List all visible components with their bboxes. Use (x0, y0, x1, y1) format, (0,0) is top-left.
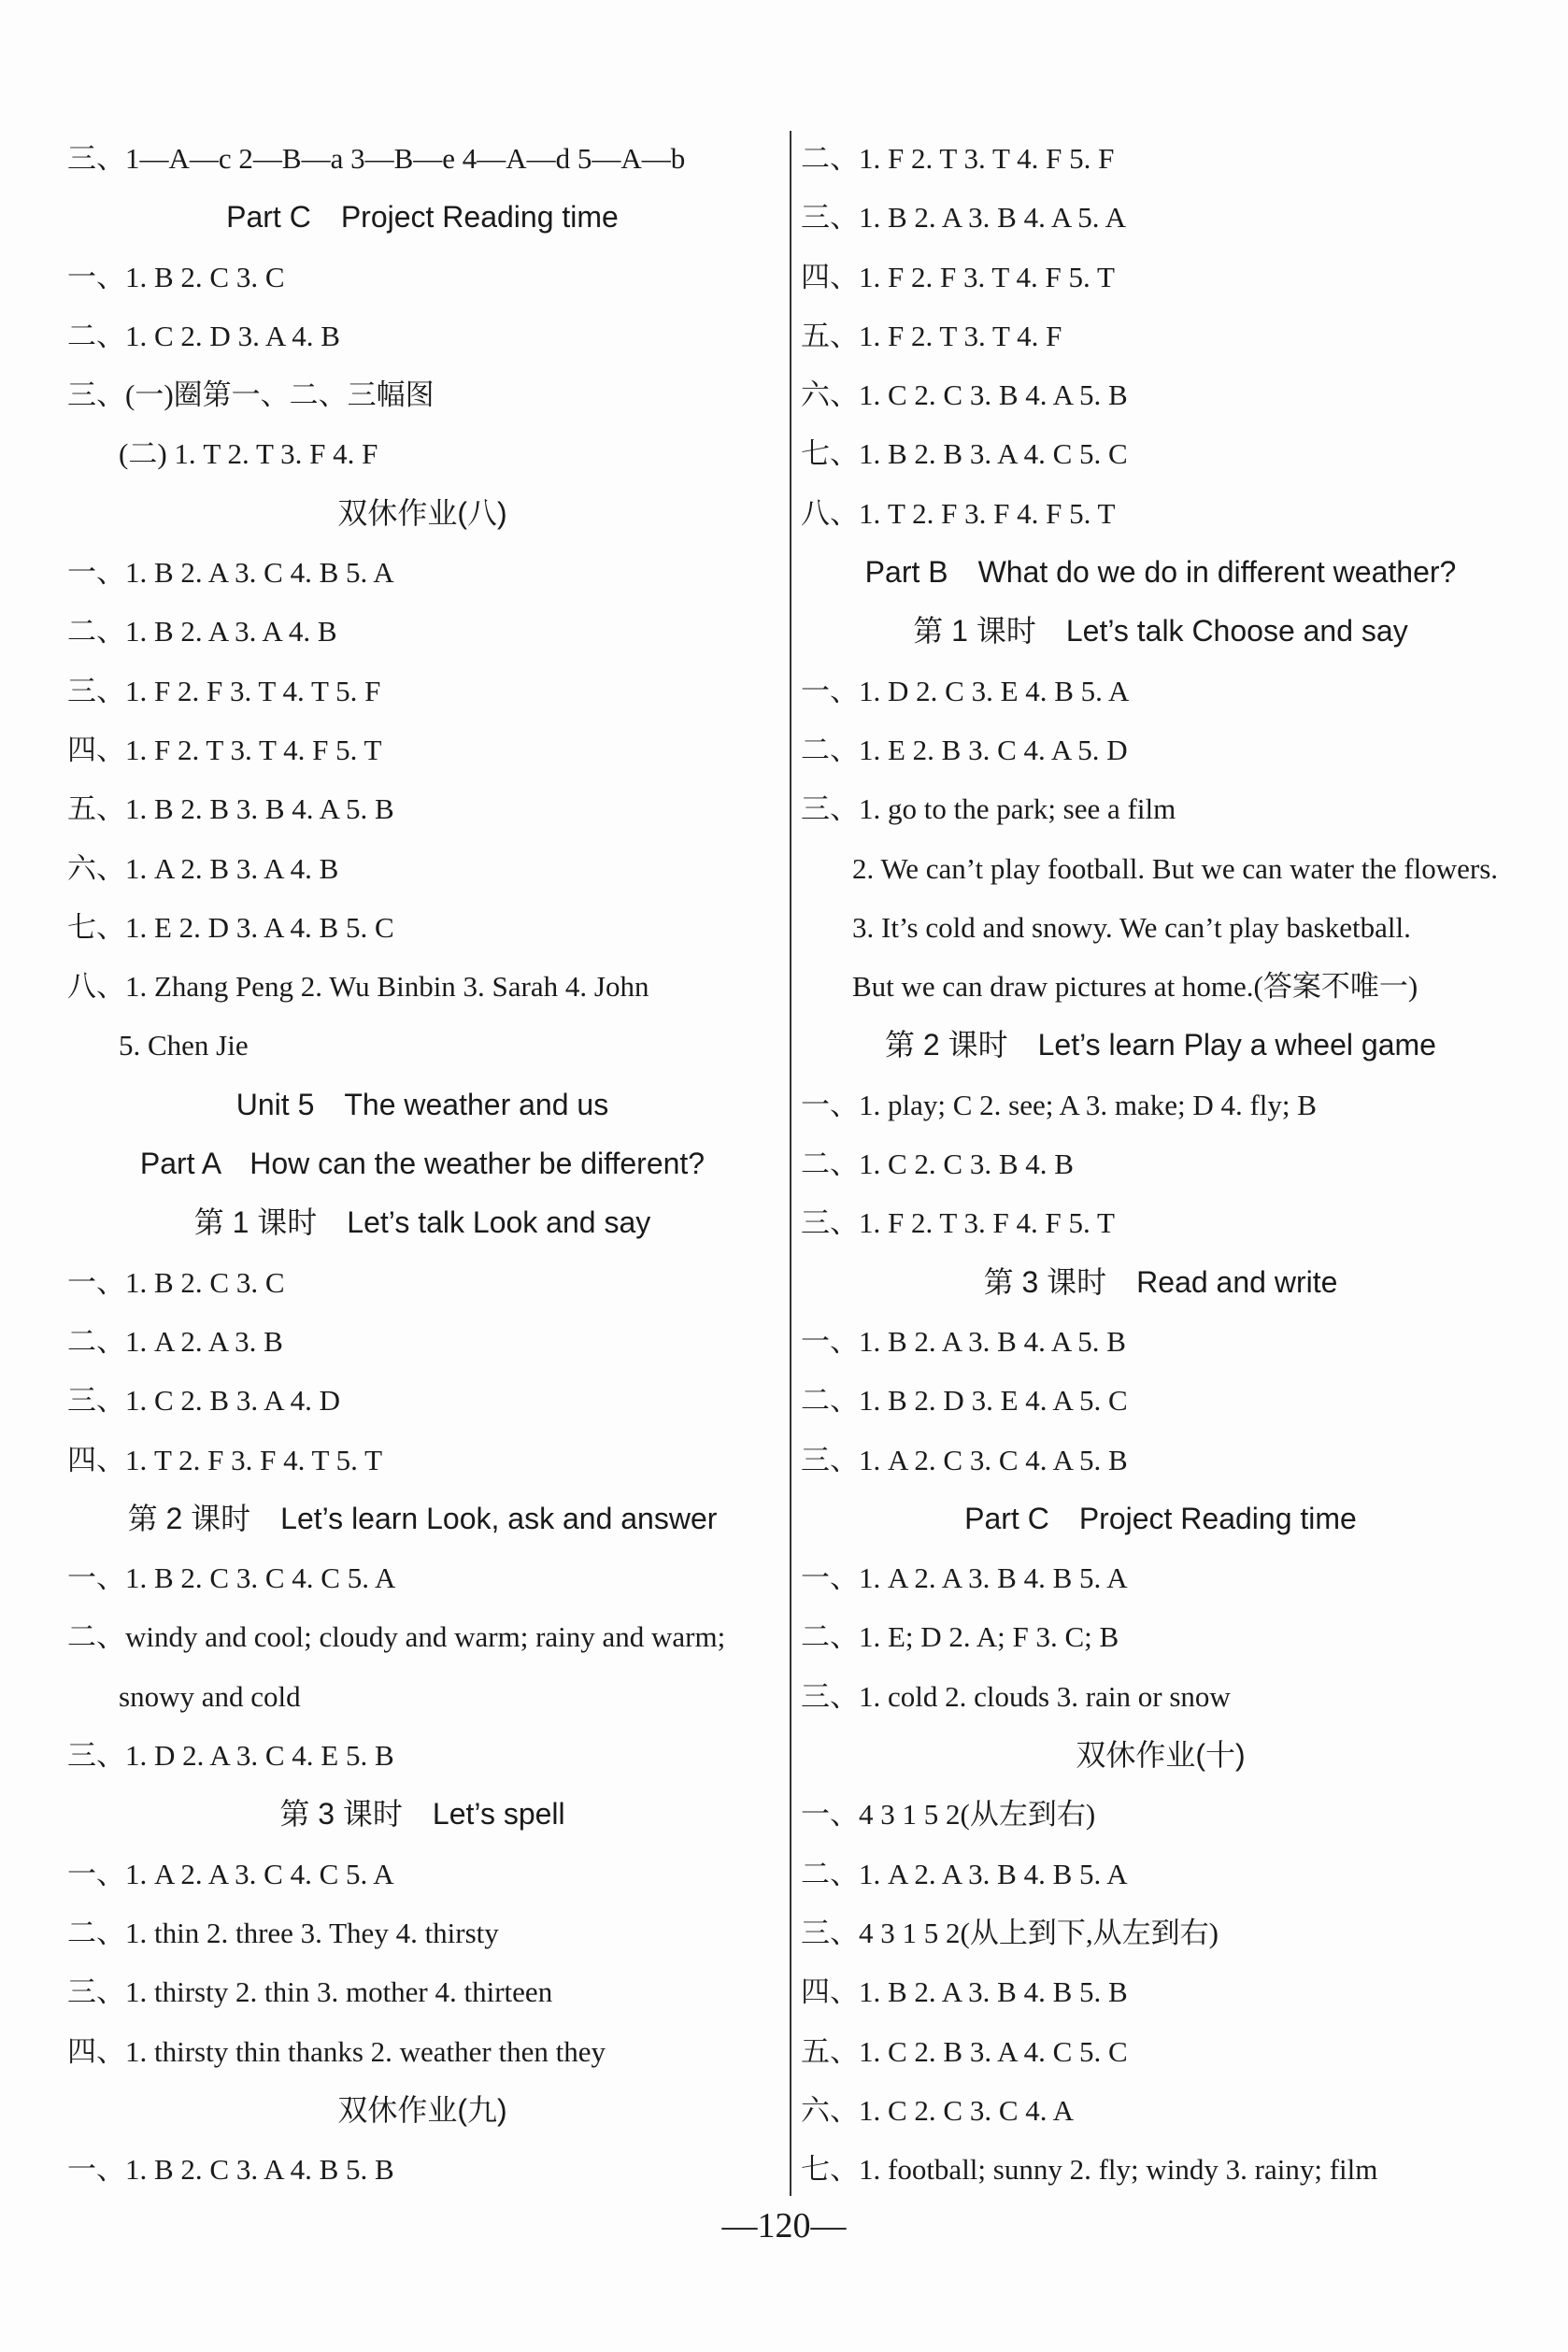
right-column (801, 129, 1520, 2199)
answer-line: 二、1. A 2. A 3. B (67, 1324, 283, 1358)
answer-line: 七、1. football; sunny 2. fly; windy 3. rainy; film (801, 2153, 1378, 2187)
section-heading: Part B What do we do in different weather? (864, 555, 1457, 590)
answer-line-continued: But we can draw pictures at home.(答案不唯一) (852, 970, 1418, 1004)
answer-line-continued: 3. It’s cold and snowy. We can’t play basketball. (852, 910, 1411, 944)
answer-line: 三、(一)圈第一、二、三幅图 (67, 378, 435, 412)
answer-line: 一、1. A 2. A 3. C 4. C 5. A (67, 1857, 394, 1890)
section-heading: Part C Project Reading time (226, 200, 619, 235)
answer-line-continued: 2. We can’t play football. But we can water the flowers. (852, 851, 1499, 885)
answer-line: 三、1—A—c 2—B—a 3—B—e 4—A—d 5—A—b (67, 142, 686, 175)
answer-line: 四、1. B 2. A 3. B 4. B 5. B (801, 1975, 1128, 2009)
answer-line: 二、1. C 2. D 3. A 4. B (67, 319, 340, 352)
answer-line: 二、1. E; D 2. A; F 3. C; B (801, 1620, 1119, 1654)
answer-line: 二、windy and cool; cloudy and warm; rainy and warm; (67, 1620, 726, 1654)
answer-line: 八、1. Zhang Peng 2. Wu Binbin 3. Sarah 4. John (67, 970, 649, 1004)
answer-line-continued: snowy and cold (119, 1679, 301, 1713)
answer-line: 二、1. A 2. A 3. B 4. B 5. A (801, 1857, 1128, 1890)
answer-line-continued: 5. Chen Jie (119, 1029, 249, 1062)
answer-line: 一、1. B 2. C 3. C 4. C 5. A (67, 1561, 396, 1595)
answer-line: 三、1. C 2. B 3. A 4. D (67, 1384, 340, 1418)
answer-line: 二、1. B 2. D 3. E 4. A 5. C (801, 1384, 1128, 1418)
answer-line: 一、1. B 2. A 3. C 4. B 5. A (67, 556, 394, 590)
answer-line: 四、1. thirsty thin thanks 2. weather then they (67, 2034, 606, 2068)
answer-line: 四、1. F 2. T 3. T 4. F 5. T (67, 733, 382, 766)
answer-line: 六、1. C 2. C 3. B 4. A 5. B (801, 378, 1128, 412)
answer-line: 二、1. C 2. C 3. B 4. B (801, 1147, 1074, 1181)
answer-line: 一、1. A 2. A 3. B 4. B 5. A (801, 1561, 1128, 1595)
answer-line: 一、1. B 2. C 3. A 4. B 5. B (67, 2153, 394, 2187)
answer-line: 六、1. C 2. C 3. C 4. A (801, 2093, 1074, 2127)
section-heading: Part A How can the weather be different? (139, 1147, 706, 1181)
answer-line: 二、1. F 2. T 3. T 4. F 5. F (801, 142, 1115, 175)
answer-line: 四、1. T 2. F 3. F 4. T 5. T (67, 1443, 383, 1476)
answer-line: 三、1. A 2. C 3. C 4. A 5. B (801, 1443, 1128, 1476)
answer-line: 三、4 3 1 5 2(从上到下,从左到右) (801, 1916, 1219, 1949)
answer-line: 六、1. A 2. B 3. A 4. B (67, 851, 339, 885)
answer-line: 三、1. F 2. T 3. F 4. F 5. T (801, 1206, 1115, 1240)
page-number: —120— (721, 2206, 847, 2245)
answer-line: 三、1. F 2. F 3. T 4. T 5. F (67, 674, 381, 707)
answer-line: 一、1. B 2. A 3. B 4. A 5. B (801, 1324, 1126, 1358)
section-heading: 双休作业(十) (1076, 1738, 1246, 1773)
answer-line: 一、1. B 2. C 3. C (67, 260, 285, 293)
answer-line: 五、1. B 2. B 3. B 4. A 5. B (67, 792, 394, 826)
section-heading: 第 2 课时 Let’s learn Play a wheel game (885, 1028, 1436, 1062)
answer-line: 二、1. E 2. B 3. C 4. A 5. D (801, 733, 1128, 766)
answer-line: 一、1. D 2. C 3. E 4. B 5. A (801, 674, 1130, 707)
answer-line: 三、1. go to the park; see a film (801, 792, 1176, 826)
answer-line: 八、1. T 2. F 3. F 4. F 5. T (801, 496, 1116, 530)
answer-line: 三、1. cold 2. clouds 3. rain or snow (801, 1679, 1231, 1713)
answer-line: 五、1. C 2. B 3. A 4. C 5. C (801, 2034, 1128, 2068)
section-heading: 第 1 课时 Let’s talk Look and say (193, 1205, 651, 1240)
answer-line: 三、1. D 2. A 3. C 4. E 5. B (67, 1739, 394, 1773)
section-heading: 双休作业(九) (337, 2092, 507, 2127)
section-heading: 第 2 课时 Let’s learn Look, ask and answer (127, 1501, 718, 1535)
answer-line: 三、1. thirsty 2. thin 3. mother 4. thirteen (67, 1975, 553, 2009)
answer-line: 七、1. B 2. B 3. A 4. C 5. C (801, 437, 1128, 471)
answer-line: 二、1. thin 2. three 3. They 4. thirsty (67, 1916, 499, 1949)
answer-line: 一、1. play; C 2. see; A 3. make; D 4. fly; B (801, 1088, 1317, 1121)
answer-line-continued: (二) 1. T 2. T 3. F 4. F (119, 437, 378, 471)
answer-line: 三、1. B 2. A 3. B 4. A 5. A (801, 201, 1126, 235)
answer-line: 二、1. B 2. A 3. A 4. B (67, 615, 337, 649)
left-column (67, 129, 777, 2199)
section-heading: 第 1 课时 Let’s talk Choose and say (913, 614, 1408, 649)
answer-line: 一、1. B 2. C 3. C (67, 1265, 285, 1299)
section-heading: 第 3 课时 Let’s spell (279, 1797, 565, 1832)
section-heading: Unit 5 The weather and us (235, 1087, 609, 1121)
column-divider (790, 131, 791, 2196)
answer-line: 四、1. F 2. F 3. T 4. F 5. T (801, 260, 1115, 293)
section-heading: 双休作业(八) (337, 495, 507, 530)
answer-line: 七、1. E 2. D 3. A 4. B 5. C (67, 910, 394, 944)
answer-line: 五、1. F 2. T 3. T 4. F (801, 319, 1062, 352)
answer-line: 一、4 3 1 5 2(从左到右) (801, 1798, 1096, 1832)
section-heading: 第 3 课时 Read and write (983, 1264, 1338, 1299)
section-heading: Part C Project Reading time (964, 1501, 1357, 1535)
